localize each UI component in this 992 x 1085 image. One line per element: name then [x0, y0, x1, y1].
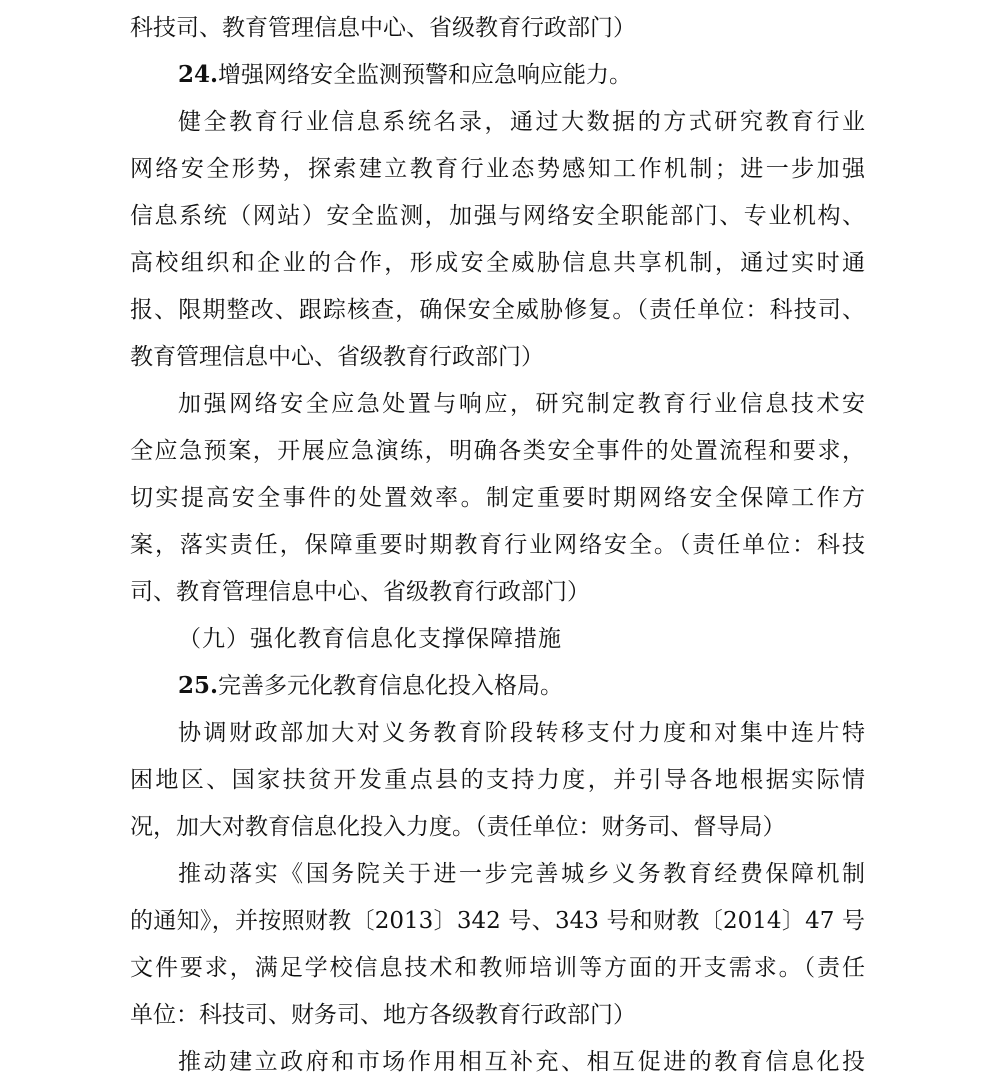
text-line: 科技司、教育管理信息中心、省级教育行政部门） — [130, 15, 636, 41]
text-line: 报、限期整改、跟踪核查，确保安全威胁修复。（责任单位：科技司、 — [130, 297, 865, 323]
text-line: 网络安全形势，探索建立教育行业态势感知工作机制；进一步加强 — [130, 156, 865, 182]
text-line: 切实提高安全事件的处置效率。制定重要时期网络安全保障工作方 — [130, 485, 865, 511]
subsection-heading-9: （九）强化教育信息化支撑保障措施 — [178, 626, 562, 652]
paragraph-first-line: 协调财政部加大对义务教育阶段转移支付力度和对集中连片特 — [178, 720, 865, 746]
text-line: 全应急预案，开展应急演练，明确各类安全事件的处置流程和要求， — [130, 438, 865, 464]
section-heading-24 — [178, 52, 913, 98]
text-line: 信息系统（网站）安全监测，加强与网络安全职能部门、专业机构、 — [130, 203, 865, 229]
text-line: 案，落实责任，保障重要时期教育行业网络安全。（责任单位：科技 — [130, 532, 865, 558]
section-number: 24. — [178, 61, 219, 88]
section-number: 25. — [178, 672, 219, 699]
text-line: 司、教育管理信息中心、省级教育行政部门） — [130, 579, 590, 605]
text-line: 高校组织和企业的合作，形成安全威胁信息共享机制，通过实时通 — [130, 250, 865, 276]
paragraph-first-line: 加强网络安全应急处置与响应，研究制定教育行业信息技术安 — [178, 391, 865, 417]
text-line: 教育管理信息中心、省级教育行政部门） — [130, 344, 544, 370]
paragraph-first-line: 推动落实《国务院关于进一步完善城乡义务教育经费保障机制 — [178, 861, 865, 887]
text-line: 困地区、国家扶贫开发重点县的支持力度，并引导各地根据实际情 — [130, 767, 865, 793]
section-title: 增强网络安全监测预警和应急响应能力。 — [218, 62, 633, 88]
section-heading-25 — [178, 663, 913, 709]
text-line: 文件要求，满足学校信息技术和教师培训等方面的开支需求。（责任 — [130, 955, 865, 981]
text-line: 况，加大对教育信息化投入力度。（责任单位：财务司、督导局） — [130, 814, 786, 840]
section-title: 完善多元化教育信息化投入格局。 — [218, 673, 564, 699]
paragraph-first-line: 推动建立政府和市场作用相互补充、相互促进的教育信息化投 — [178, 1049, 865, 1075]
text-line: 单位：科技司、财务司、地方各级教育行政部门） — [130, 1002, 636, 1028]
text-line: 的通知》，并按照财教〔2013〕342 号、343 号和财教〔2014〕47 号 — [130, 908, 865, 934]
paragraph-first-line: 健全教育行业信息系统名录，通过大数据的方式研究教育行业 — [178, 109, 865, 135]
